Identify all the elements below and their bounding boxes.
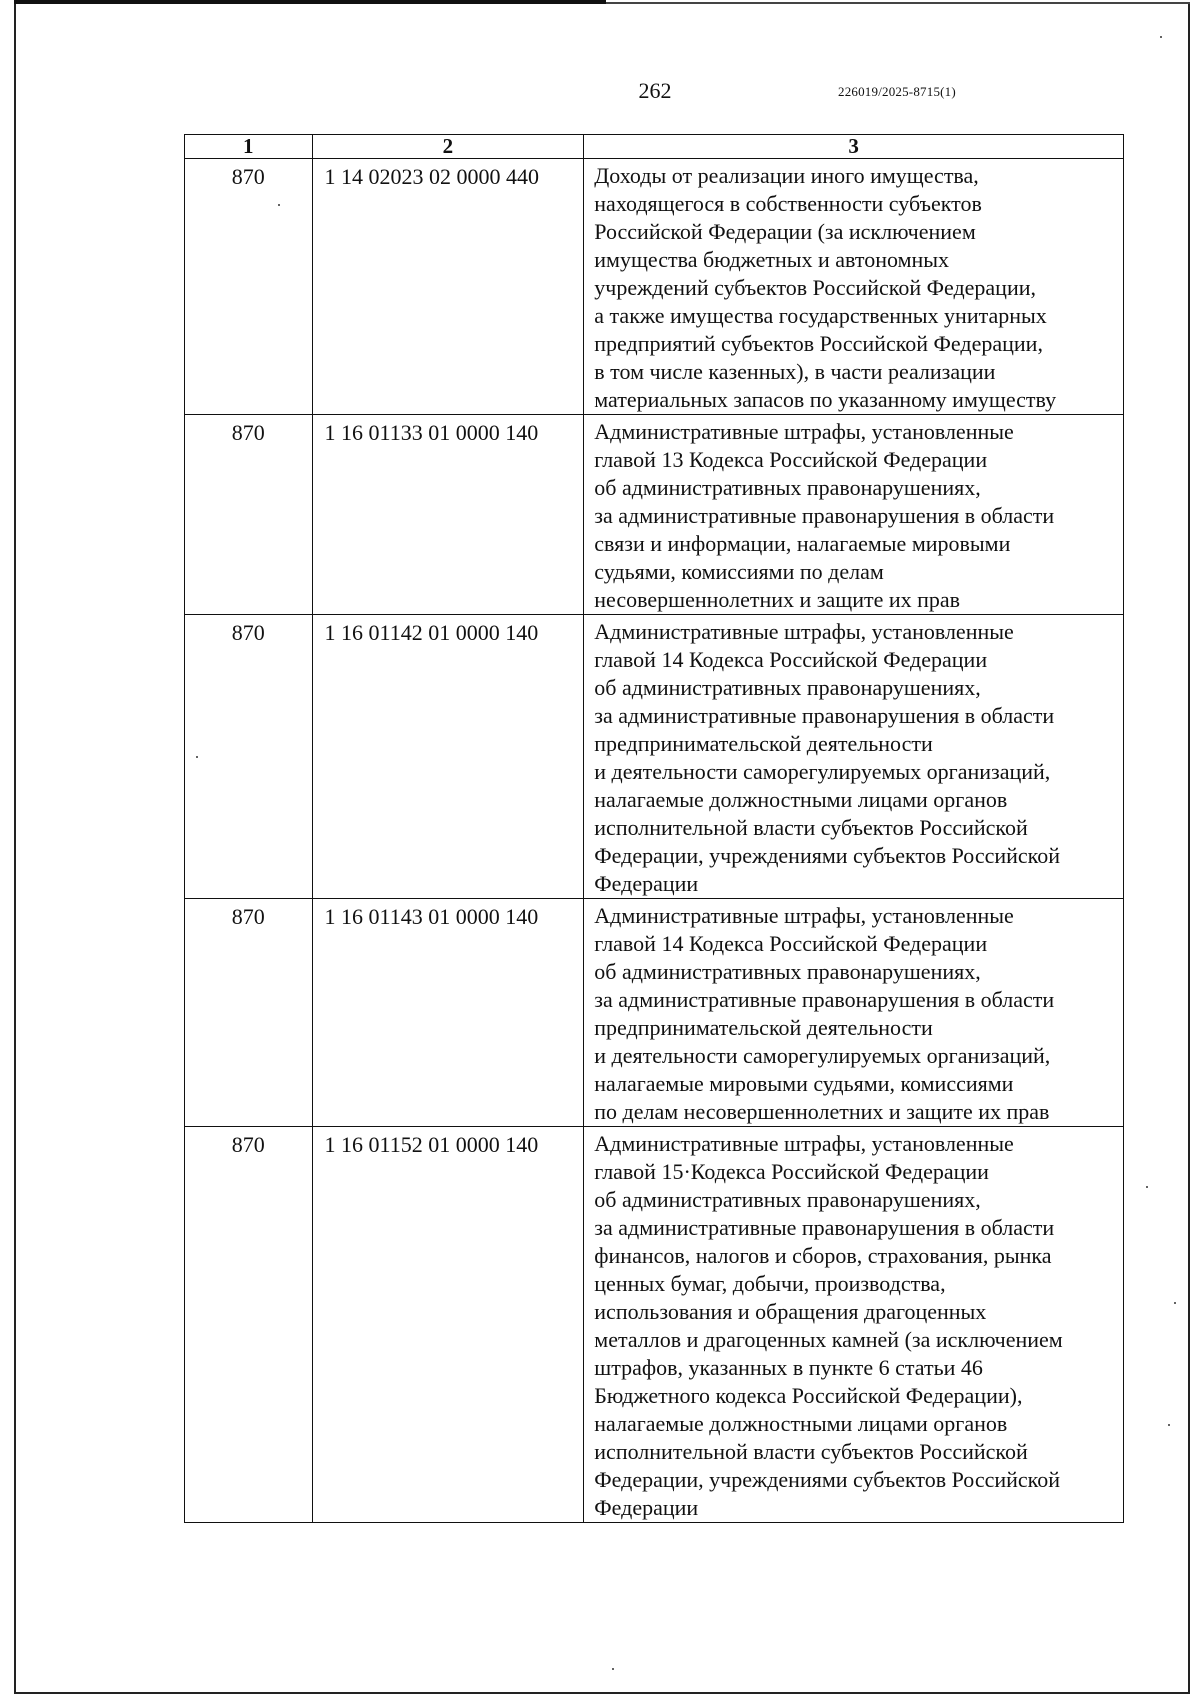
scan-speck (1160, 36, 1162, 38)
scan-speck (612, 1668, 614, 1670)
description-line: налагаемые мировыми судьями, комиссиями (594, 1071, 1014, 1096)
description-line: Федерации (594, 1495, 699, 1520)
column-header-2: 2 (312, 135, 584, 159)
description-line: находящегося в собственности субъектов (594, 191, 982, 216)
table-row (185, 899, 1124, 1127)
table-body (185, 159, 1124, 1523)
description-line: несовершеннолетних и защите их прав (594, 587, 961, 612)
description-line: главой 14 Кодекса Российской Федерации (594, 647, 988, 672)
table-row (185, 159, 1124, 415)
description-line: об административных правонарушениях, (594, 475, 981, 500)
description-line: предприятий субъектов Российской Федерации, (594, 331, 1043, 356)
description-line: об административных правонарушениях, (594, 675, 981, 700)
revenue-codes-table (184, 134, 1124, 1523)
description-line: и деятельности саморегулируемых организаций, (594, 759, 1051, 784)
description-line: предпринимательской деятельности (594, 1015, 933, 1040)
description-line: за административные правонарушения в области (594, 1215, 1055, 1240)
description-line: Федерации, учреждениями субъектов Российской (594, 843, 1061, 868)
description-line: Российской Федерации (за исключением (594, 219, 976, 244)
description-line: об административных правонарушениях, (594, 1187, 981, 1212)
document-id: 226019/2025-8715(1) (838, 84, 956, 99)
scan-speck (196, 756, 198, 758)
description-line: исполнительной власти субъектов Российской (594, 1439, 1028, 1464)
budget-classification-code-cell: 1 16 01133 01 0000 140 (312, 415, 584, 615)
scan-speck (278, 204, 280, 206)
description-cell (584, 899, 1124, 1127)
description-line: Административные штрафы, установленные (594, 419, 1014, 444)
description-line: за административные правонарушения в области (594, 703, 1055, 728)
description-cell (584, 415, 1124, 615)
description-line: ценных бумаг, добычи, производства, (594, 1271, 946, 1296)
description-line: главой 13 Кодекса Российской Федерации (594, 447, 988, 472)
admin-code-cell: 870 (185, 615, 313, 899)
description-cell (584, 615, 1124, 899)
admin-code-cell: 870 (185, 159, 313, 415)
description-line: а также имущества государственных унитарных (594, 303, 1047, 328)
description-line: предпринимательской деятельности (594, 731, 933, 756)
description-line: по делам несовершеннолетних и защите их прав (594, 1099, 1050, 1124)
scan-speck (1168, 1424, 1170, 1426)
column-header-1: 1 (185, 135, 313, 159)
description-line: металлов и драгоценных камней (за исключением (594, 1327, 1063, 1352)
description-line: Доходы от реализации иного имущества, (594, 163, 979, 188)
table-row (185, 415, 1124, 615)
description-cell (584, 159, 1124, 415)
scan-speck (1146, 1186, 1148, 1188)
description-line: финансов, налогов и сборов, страхования, рынка (594, 1243, 1052, 1268)
scan-speck (1174, 1302, 1176, 1304)
description-line: имущества бюджетных и автономных (594, 247, 950, 272)
description-line: Бюджетного кодекса Российской Федерации), (594, 1383, 1023, 1408)
description-line: за административные правонарушения в области (594, 987, 1055, 1012)
budget-classification-code-cell: 1 16 01152 01 0000 140 (312, 1127, 584, 1523)
table-row (185, 615, 1124, 899)
admin-code-cell: 870 (185, 415, 313, 615)
description-line: учреждений субъектов Российской Федерации, (594, 275, 1036, 300)
description-line: материальных запасов по указанному имуществу (594, 387, 1057, 412)
description-line: налагаемые должностными лицами органов (594, 1411, 1008, 1436)
description-line: Административные штрафы, установленные (594, 1131, 1014, 1156)
description-line: об административных правонарушениях, (594, 959, 981, 984)
description-line: связи и информации, налагаемые мировыми (594, 531, 1011, 556)
budget-classification-code-cell: 1 16 01143 01 0000 140 (312, 899, 584, 1127)
description-line: в том числе казенных), в части реализации (594, 359, 996, 384)
description-line: Административные штрафы, установленные (594, 903, 1014, 928)
description-cell (584, 1127, 1124, 1523)
description-line: и деятельности саморегулируемых организаций, (594, 1043, 1051, 1068)
description-line: судьями, комиссиями по делам (594, 559, 884, 584)
description-line: Федерации (594, 871, 699, 896)
table-header-row (185, 135, 1124, 159)
description-line: за административные правонарушения в области (594, 503, 1055, 528)
description-line: исполнительной власти субъектов Российской (594, 815, 1028, 840)
page-number: 262 (638, 78, 672, 103)
admin-code-cell: 870 (185, 899, 313, 1127)
description-line: налагаемые должностными лицами органов (594, 787, 1008, 812)
admin-code-cell: 870 (185, 1127, 313, 1523)
budget-classification-code-cell: 1 16 01142 01 0000 140 (312, 615, 584, 899)
description-line: Федерации, учреждениями субъектов Российской (594, 1467, 1061, 1492)
column-header-3: 3 (584, 135, 1124, 159)
description-line: использования и обращения драгоценных (594, 1299, 987, 1324)
description-line: главой 14 Кодекса Российской Федерации (594, 931, 988, 956)
table-row (185, 1127, 1124, 1523)
description-line: главой 15·Кодекса Российской Федерации (594, 1159, 989, 1184)
budget-classification-code-cell: 1 14 02023 02 0000 440 (312, 159, 584, 415)
description-line: Административные штрафы, установленные (594, 619, 1014, 644)
description-line: штрафов, указанных в пункте 6 статьи 46 (594, 1355, 983, 1380)
